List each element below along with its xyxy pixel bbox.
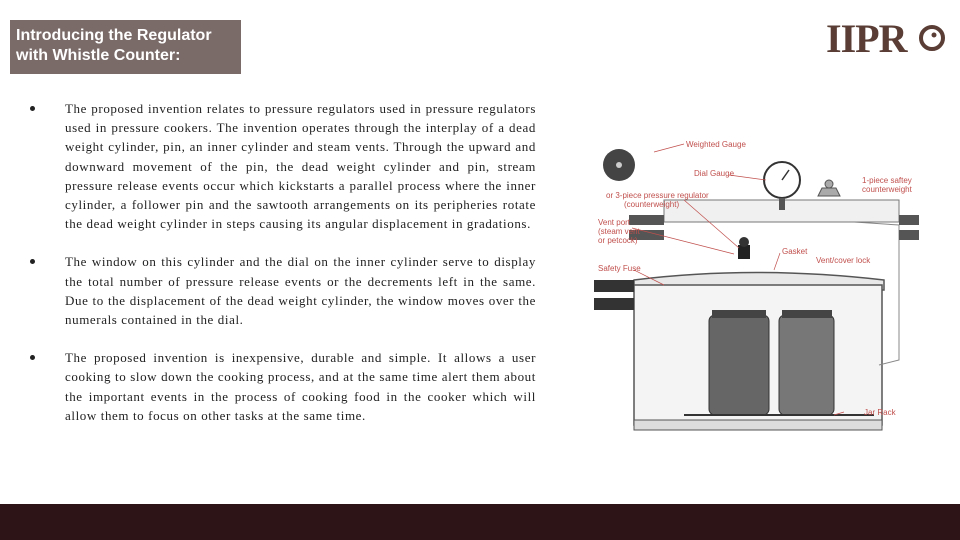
- bullet-item: [28, 99, 536, 233]
- label-safety-fuse: Safety Fuse: [598, 264, 641, 273]
- logo-text: IIPR: [826, 16, 907, 60]
- title-box: [10, 20, 241, 74]
- bullet-item: [28, 252, 536, 329]
- label-vent-port-1: Vent port: [598, 218, 631, 227]
- bullet-dot: [30, 259, 35, 264]
- label-counterweight-2: counterweight: [862, 185, 912, 194]
- slide-title: [16, 26, 212, 66]
- label-regulator-2: (counterweight): [624, 200, 680, 209]
- bullet-dot: [30, 106, 35, 111]
- label-weighted-gauge: Weighted Gauge: [686, 140, 746, 149]
- label-regulator-1: or 3-piece pressure regulator: [606, 191, 709, 200]
- bullet-item: [28, 348, 536, 425]
- label-counterweight-1: 1-piece saftey: [862, 176, 912, 185]
- pressure-cooker-diagram: [594, 130, 924, 440]
- bullet-text: The window on this cylinder and the dial on the inner cylinder serve to display the total number of pressure release events or the decrements left in the same. Due to the displacement of the dead weight cylinder, the window moves over the numerals contained in the dial.: [65, 254, 536, 328]
- label-jar-rack: Jar Rack: [864, 408, 896, 417]
- iipr-logo: [826, 16, 946, 60]
- label-vent-port-3: or petcock): [598, 236, 638, 245]
- bullet-dot: [30, 355, 35, 360]
- footer-bar: [0, 504, 960, 540]
- label-dial-gauge: Dial Gauge: [694, 169, 735, 178]
- label-vent-cover-lock: Vent/cover lock: [816, 256, 871, 265]
- title-line-1: Introducing the Regulator: [16, 27, 212, 44]
- bullet-text: The proposed invention relates to pressure regulators used in pressure regulators used in pressure cookers. The invention operates through the interplay of a dead weight cylinder, pin, an inner cylinder and steam vents. Through the upward and downward movement of the pin, the dead weight cylinder and pin, stream pressure release events occur which kickstarts a parallel process where the inner cylinder, a follower pin and the sawtooth arrangements on its peripheries rotate the dead weight cylinder in steps causing its angular displacement in gradations.: [65, 101, 536, 232]
- label-vent-port-2: (steam vent: [598, 227, 640, 236]
- title-line-2: with Whistle Counter:: [16, 47, 181, 64]
- bullet-text: The proposed invention is inexpensive, durable and simple. It allows a user cooking to slow down the cooking process, and at the same time alert them about the important events in the process of cooking food in the cooker which will allow them to focus on other tasks at the same time.: [65, 350, 536, 423]
- bullet-list: [28, 99, 536, 444]
- label-gasket: Gasket: [782, 247, 808, 256]
